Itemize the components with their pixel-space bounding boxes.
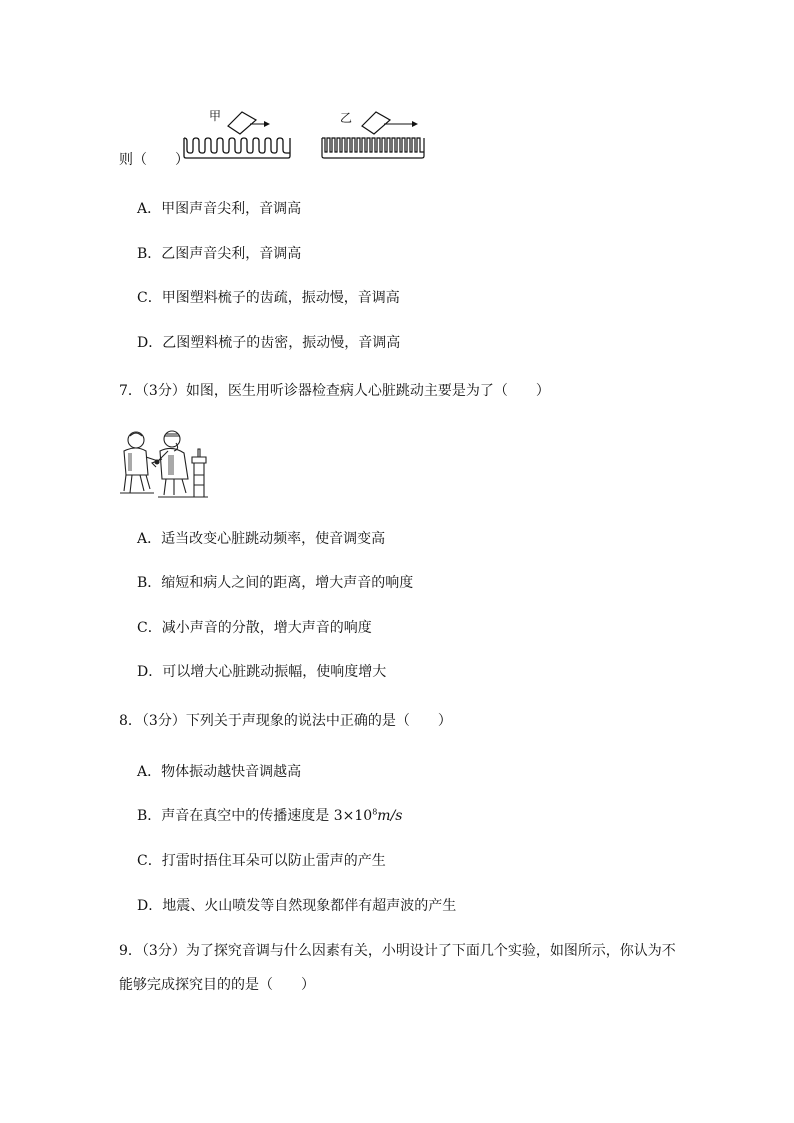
q8-option-c: C．打雷时捂住耳朵可以防止雷声的产生 — [137, 853, 386, 869]
comb-figure — [180, 104, 430, 160]
q8-option-b-unit: m/s — [377, 808, 403, 824]
comb-sparse — [184, 138, 290, 158]
q8-option-b — [137, 807, 402, 825]
q8-option-a: A．物体振动越快音调越高 — [137, 764, 302, 780]
q6-stem-end: 则（ ） — [119, 152, 189, 168]
q8-option-d: D．地震、火山喷发等自然现象都伴有超声波的产生 — [137, 898, 457, 914]
paper-card-yi — [362, 112, 418, 134]
comb-label-yi: 乙 — [340, 111, 353, 125]
q7-option-a: A．适当改变心脏跳动频率，使音调变高 — [137, 531, 386, 547]
q7-option-b: B．缩短和病人之间的距离，增大声音的响度 — [137, 575, 414, 591]
q6-option-d: D．乙图塑料梳子的齿密，振动慢，音调高 — [137, 335, 401, 351]
q7-option-d: D．可以增大心脏跳动振幅，使响度增大 — [137, 664, 387, 680]
q6-option-b: B．乙图声音尖利，音调高 — [137, 246, 302, 262]
paper-card-jia — [228, 112, 270, 134]
q6-option-a: A．甲图声音尖利，音调高 — [137, 201, 302, 217]
q8-stem: 8．（3分）下列关于声现象的说法中正确的是（ ） — [119, 713, 452, 729]
q7-stem: 7．（3分）如图，医生用听诊器检查病人心脏跳动主要是为了（ ） — [119, 383, 550, 399]
q9-stem-line1: 9．（3分）为了探究音调与什么因素有关，小明设计了下面几个实验，如图所示，你认为不 — [119, 943, 676, 959]
q7-option-c: C．减小声音的分散，增大声音的响度 — [137, 620, 372, 636]
q9-stem-line2: 能够完成探究目的的是（ ） — [119, 977, 315, 993]
comb-label-jia: 甲 — [209, 109, 222, 123]
q8-option-b-exponent: 8 — [372, 807, 378, 817]
doctor-stethoscope-figure — [118, 427, 210, 501]
q8-option-b-text: B．声音在真空中的传播速度是 3×10 — [137, 808, 373, 824]
q6-option-c: C．甲图塑料梳子的齿疏，振动慢，音调高 — [137, 290, 400, 306]
comb-dense — [322, 138, 424, 158]
